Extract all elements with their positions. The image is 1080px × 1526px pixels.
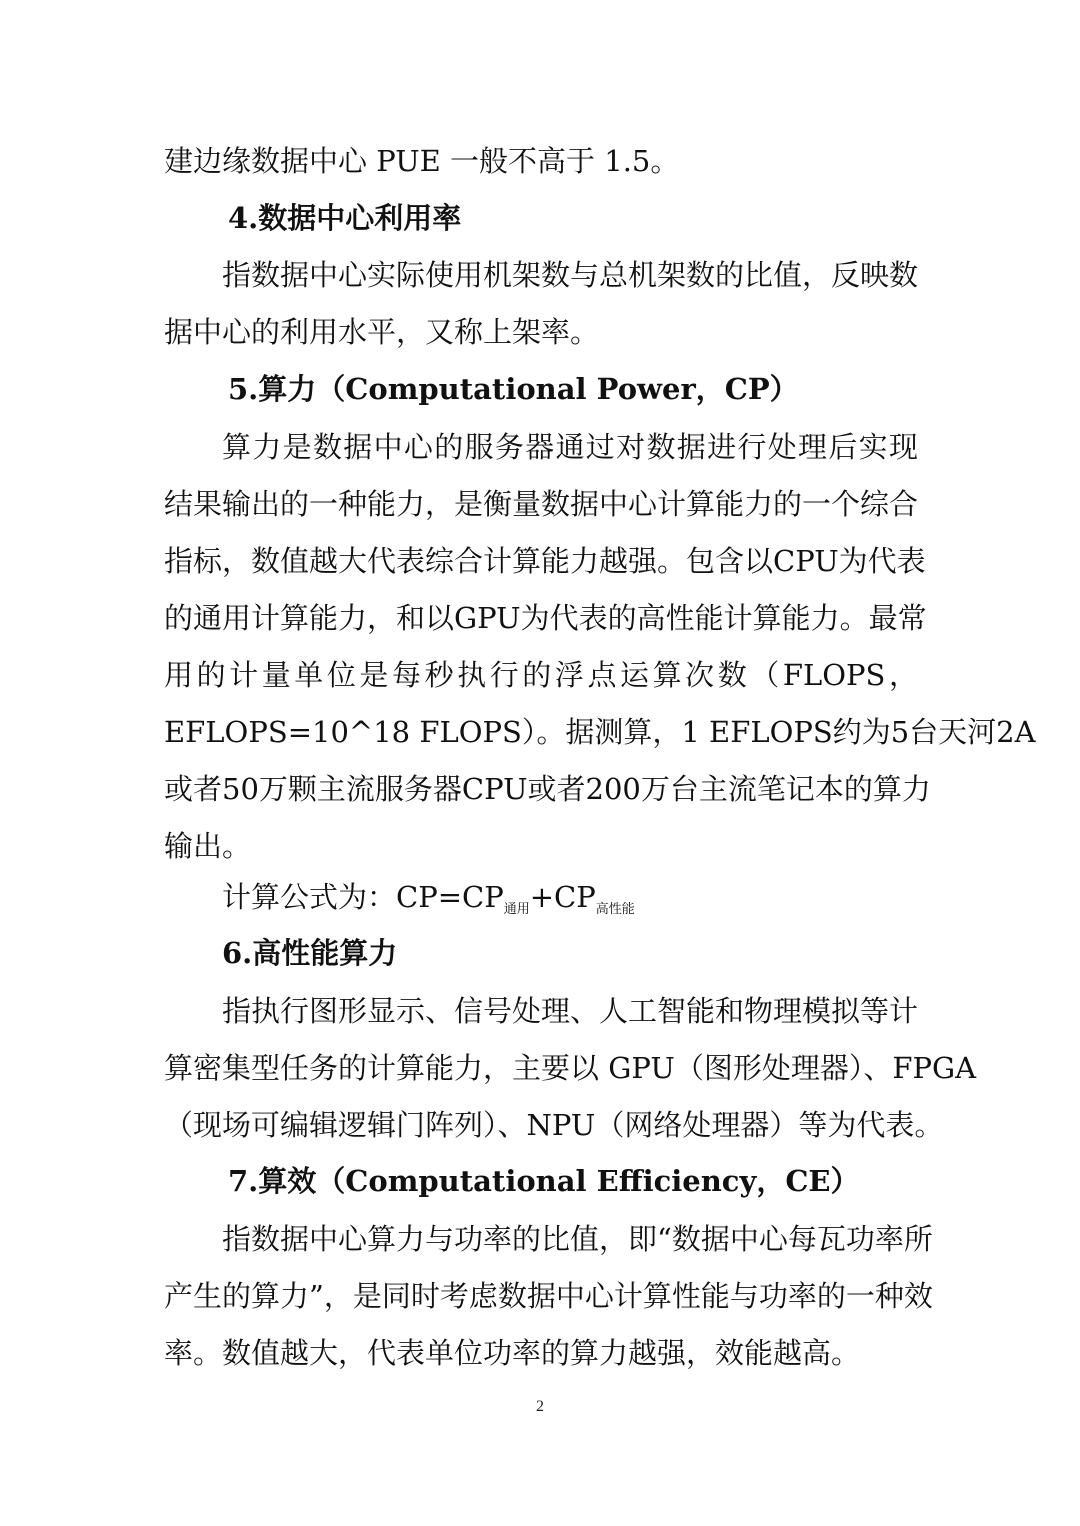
formula-plus: +CP [529,880,596,914]
paragraph-line: 指数据中心算力与功率的比值，即“数据中心每瓦功率所 [222,1222,933,1256]
paragraph-line: 建边缘数据中心 PUE 一般不高于 1.5。 [164,144,680,178]
paragraph-line: 输出。 [164,829,252,863]
formula-main: CP=CP [396,880,504,914]
paragraph-line: 的通用计算能力，和以GPU为代表的高性能计算能力。最常 [164,601,927,635]
formula-subscript-high-performance: 高性能 [595,902,635,917]
paragraph-line: 算密集型任务的计算能力，主要以 GPU（图形处理器）、FPGA [164,1051,977,1085]
section-heading-utilization: 4.数据中心利用率 [228,201,462,235]
section-heading-computational-efficiency: 7.算效（Computational Efficiency，CE） [228,1164,860,1198]
paragraph-line: 指执行图形显示、信号处理、人工智能和物理模拟等计 [222,994,919,1028]
paragraph-line: 指标，数值越大代表综合计算能力越强。包含以CPU为代表 [164,544,926,578]
paragraph-line: EFLOPS=10^18 FLOPS）。据测算，1 EFLOPS约为5台天河2A [164,715,1036,749]
paragraph-line: 结果输出的一种能力，是衡量数据中心计算能力的一个综合 [164,487,919,521]
section-heading-computational-power: 5.算力（Computational Power，CP） [228,372,799,406]
paragraph-line: 指数据中心实际使用机架数与总机架数的比值，反映数 [222,258,919,292]
paragraph-line: 产生的算力”，是同时考虑数据中心计算性能与功率的一种效 [164,1279,933,1313]
paragraph-line: 据中心的利用水平，又称上架率。 [164,315,600,349]
paragraph-line: 用的计量单位是每秒执行的浮点运算次数（FLOPS， [164,658,918,692]
section-heading-high-performance: 6.高性能算力 [222,936,398,970]
paragraph-line: 率。数值越大，代表单位功率的算力越强，效能越高。 [164,1336,861,1370]
formula-label: 计算公式为： [222,880,397,914]
paragraph-line: （现场可编辑逻辑门阵列）、NPU（网络处理器）等为代表。 [164,1108,944,1142]
formula-subscript-general: 通用 [503,902,530,917]
paragraph-line: 算力是数据中心的服务器通过对数据进行处理后实现 [222,430,918,464]
paragraph-line: 或者50万颗主流服务器CPU或者200万台主流笔记本的算力 [164,772,931,806]
page-number: 2 [536,1398,544,1415]
formula-line [222,868,635,926]
